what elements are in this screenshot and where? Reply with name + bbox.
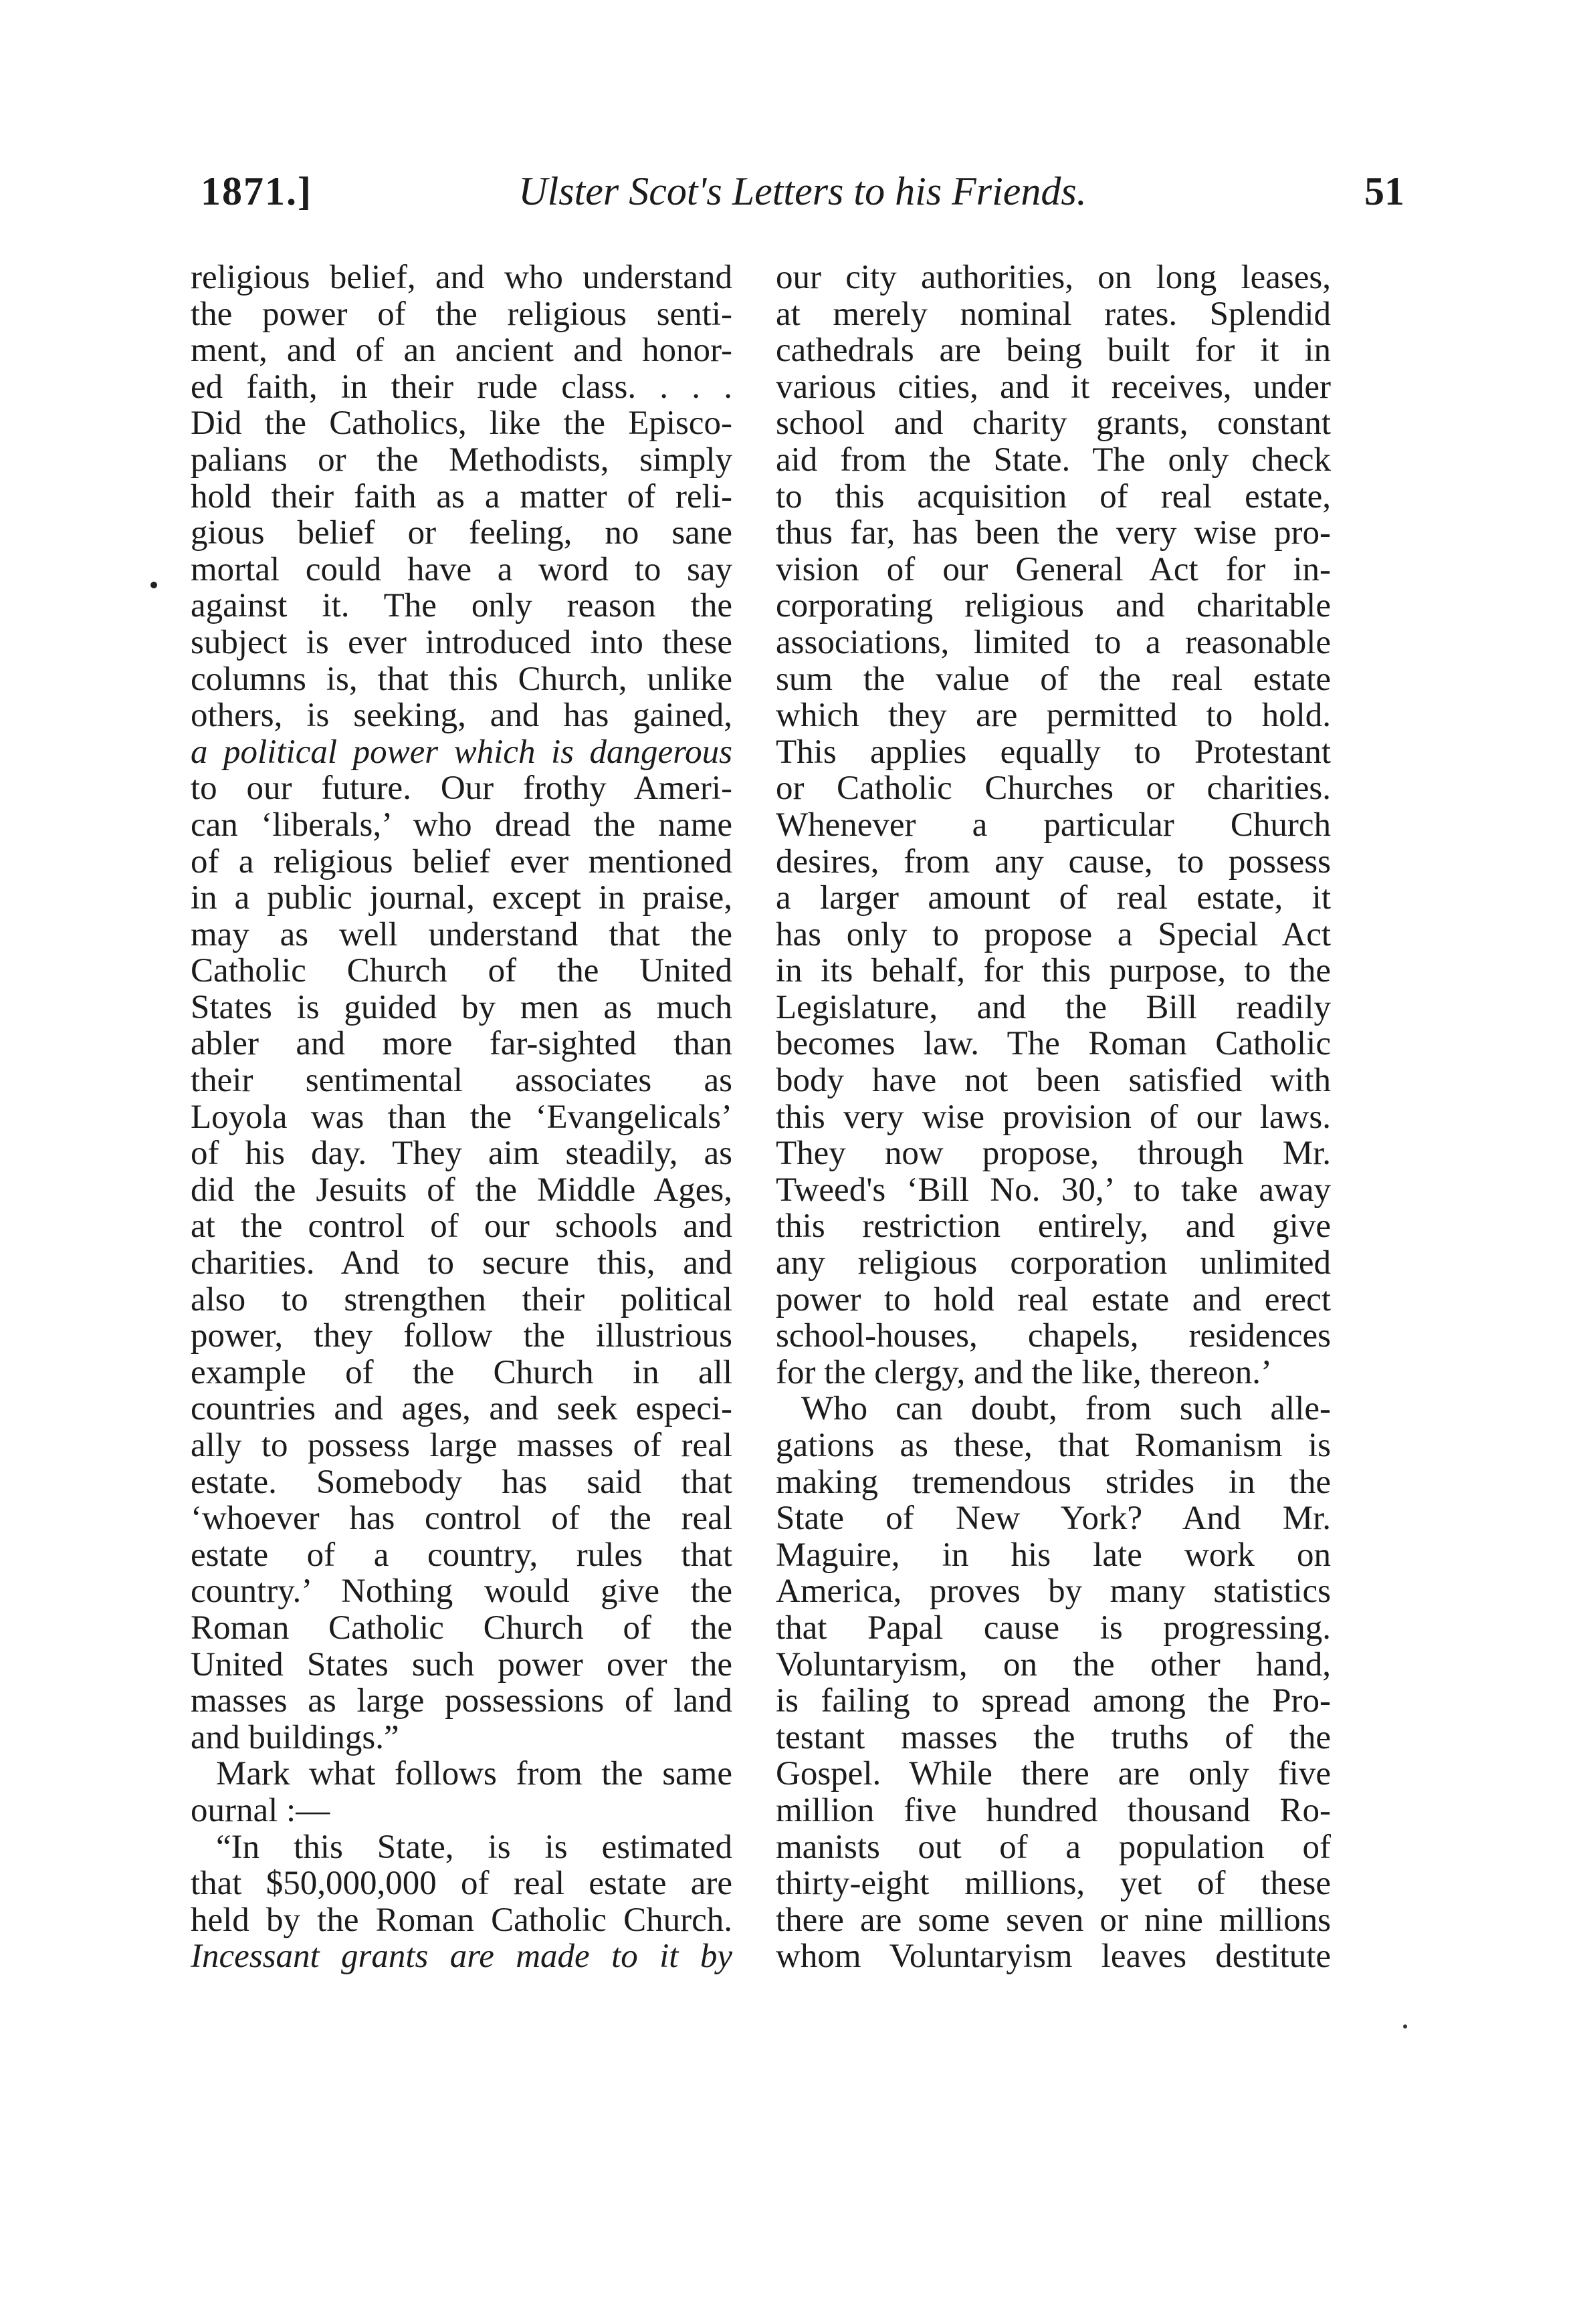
text-line: various cities, and it receives, under [776, 368, 1331, 406]
text-line: this restriction entirely, and give [776, 1207, 1331, 1246]
text-line: Did the Catholics, like the Episco- [191, 404, 732, 443]
text-line: corporating religious and charitable [776, 587, 1331, 625]
text-line: ‘whoever has control of the real [191, 1500, 732, 1538]
text-line: countries and ages, and seek especi- [191, 1390, 732, 1428]
text-line: to this acquisition of real estate, [776, 477, 1331, 515]
text-line: that Papal cause is progressing. [776, 1609, 1331, 1647]
text-line: others, is seeking, and has gained, [191, 697, 732, 735]
text-line: becomes law. The Roman Catholic [776, 1025, 1331, 1063]
text-line: estate of a country, rules that [191, 1536, 732, 1574]
text-line: school and charity grants, constant [776, 404, 1331, 443]
text-line: charities. And to secure this, and [191, 1244, 732, 1282]
text-line: hold their faith as a matter of reli- [191, 477, 732, 515]
header-year: 1871.] [201, 169, 312, 213]
text-line: Loyola was than the ‘Evangelicals’ [191, 1098, 732, 1136]
text-line: whom Voluntaryism leaves destitute [776, 1938, 1331, 1976]
text-line: which they are permitted to hold. [776, 697, 1331, 735]
text-line: has only to propose a Special Act [776, 915, 1331, 953]
text-line: Legislature, and the Bill readily [776, 988, 1331, 1026]
text-line: any religious corporation unlimited [776, 1244, 1331, 1282]
text-line: This applies equally to Protestant [776, 733, 1331, 771]
text-line: Mark what follows from the same [216, 1755, 732, 1793]
text-line: cathedrals are being built for it in [776, 332, 1331, 370]
text-line: the power of the religious senti- [191, 295, 732, 333]
text-line: there are some seven or nine millions [776, 1901, 1331, 1939]
text-line: ournal :— [191, 1791, 330, 1829]
text-line: of his day. They aim steadily, as [191, 1135, 732, 1173]
text-line: and buildings.” [191, 1718, 399, 1756]
running-head [201, 168, 1404, 222]
text-line: religious belief, and who understand [191, 259, 732, 296]
text-line: desires, from any cause, to possess [776, 842, 1331, 881]
text-line: vision of our General Act for in- [776, 550, 1331, 588]
text-line: palians or the Methodists, simply [191, 441, 732, 479]
text-line: America, proves by many statistics [776, 1573, 1331, 1611]
text-line: Tweed's ‘Bill No. 30,’ to take away [776, 1171, 1331, 1209]
text-line: Whenever a particular Church [776, 806, 1331, 844]
text-line: State of New York? And Mr. [776, 1500, 1331, 1538]
text-line: making tremendous strides in the [776, 1463, 1331, 1501]
text-line: did the Jesuits of the Middle Ages, [191, 1171, 732, 1209]
text-line: may as well understand that the [191, 915, 732, 953]
text-line: power, they follow the illustrious [191, 1317, 732, 1355]
right-column [776, 259, 1331, 1975]
text-line: “In this State, is is estimated [216, 1828, 732, 1866]
text-line: Voluntaryism, on the other hand, [776, 1645, 1331, 1683]
text-line: our city authorities, on long leases, [776, 259, 1331, 296]
text-line: columns is, that this Church, unlike [191, 660, 732, 698]
text-line: a political power which is dangerous [191, 733, 732, 771]
text-line: estate. Somebody has said that [191, 1463, 732, 1501]
page-number: 51 [1364, 169, 1404, 213]
text-line: school-houses, chapels, residences [776, 1317, 1331, 1355]
text-line: masses as large possessions of land [191, 1682, 732, 1720]
text-line: ally to possess large masses of real [191, 1427, 732, 1464]
text-line: of a religious belief ever mentioned [191, 842, 732, 881]
text-line: this very wise provision of our laws. [776, 1098, 1331, 1136]
text-line: Catholic Church of the United [191, 952, 732, 990]
text-line: Who can doubt, from such alle- [801, 1390, 1331, 1428]
text-line: associations, limited to a reasonable [776, 623, 1331, 661]
text-line: example of the Church in all [191, 1353, 732, 1391]
text-line: gations as these, that Romanism is [776, 1427, 1331, 1464]
text-line: held by the Roman Catholic Church. [191, 1901, 732, 1939]
text-line: power to hold real estate and erect [776, 1280, 1331, 1318]
text-line: that $50,000,000 of real estate are [191, 1865, 732, 1903]
text-line: in a public journal, except in praise, [191, 879, 732, 917]
text-line: or Catholic Churches or charities. [776, 770, 1331, 808]
text-line: their sentimental associates as [191, 1062, 732, 1100]
text-line: testant masses the truths of the [776, 1718, 1331, 1756]
text-line: at merely nominal rates. Splendid [776, 295, 1331, 333]
text-line: country.’ Nothing would give the [191, 1573, 732, 1611]
text-line: States is guided by men as much [191, 988, 732, 1026]
text-line: abler and more far-sighted than [191, 1025, 732, 1063]
margin-mark [150, 582, 157, 588]
text-line: subject is ever introduced into these [191, 623, 732, 661]
text-line: sum the value of the real estate [776, 660, 1331, 698]
left-column [191, 259, 732, 1975]
text-line: ment, and of an ancient and honor- [191, 332, 732, 370]
text-line: They now propose, through Mr. [776, 1135, 1331, 1173]
text-line: Gospel. While there are only five [776, 1755, 1331, 1793]
text-line: gious belief or feeling, no sane [191, 514, 732, 552]
text-line: Incessant grants are made to it by [191, 1938, 732, 1976]
text-line: thus far, has been the very wise pro- [776, 514, 1331, 552]
text-line: also to strengthen their political [191, 1280, 732, 1318]
text-line: ed faith, in their rude class. . . . [191, 368, 732, 406]
text-line: for the clergy, and the like, thereon.’ [776, 1353, 1273, 1391]
text-line: aid from the State. The only check [776, 441, 1331, 479]
text-line: manists out of a population of [776, 1828, 1331, 1866]
text-line: mortal could have a word to say [191, 550, 732, 588]
text-line: million five hundred thousand Ro- [776, 1791, 1331, 1829]
text-line: can ‘liberals,’ who dread the name [191, 806, 732, 844]
text-line: United States such power over the [191, 1645, 732, 1683]
text-line: Maguire, in his late work on [776, 1536, 1331, 1574]
text-line: is failing to spread among the Pro- [776, 1682, 1331, 1720]
margin-speck [1403, 2024, 1407, 2028]
text-line: against it. The only reason the [191, 587, 732, 625]
text-line: in its behalf, for this purpose, to the [776, 952, 1331, 990]
text-line: body have not been satisfied with [776, 1062, 1331, 1100]
text-line: a larger amount of real estate, it [776, 879, 1331, 917]
text-line: to our future. Our frothy Ameri- [191, 770, 732, 808]
text-line: thirty-eight millions, yet of these [776, 1865, 1331, 1903]
header-title: Ulster Scot's Letters to his Friends. [518, 169, 1087, 213]
text-line: Roman Catholic Church of the [191, 1609, 732, 1647]
text-line: at the control of our schools and [191, 1207, 732, 1246]
